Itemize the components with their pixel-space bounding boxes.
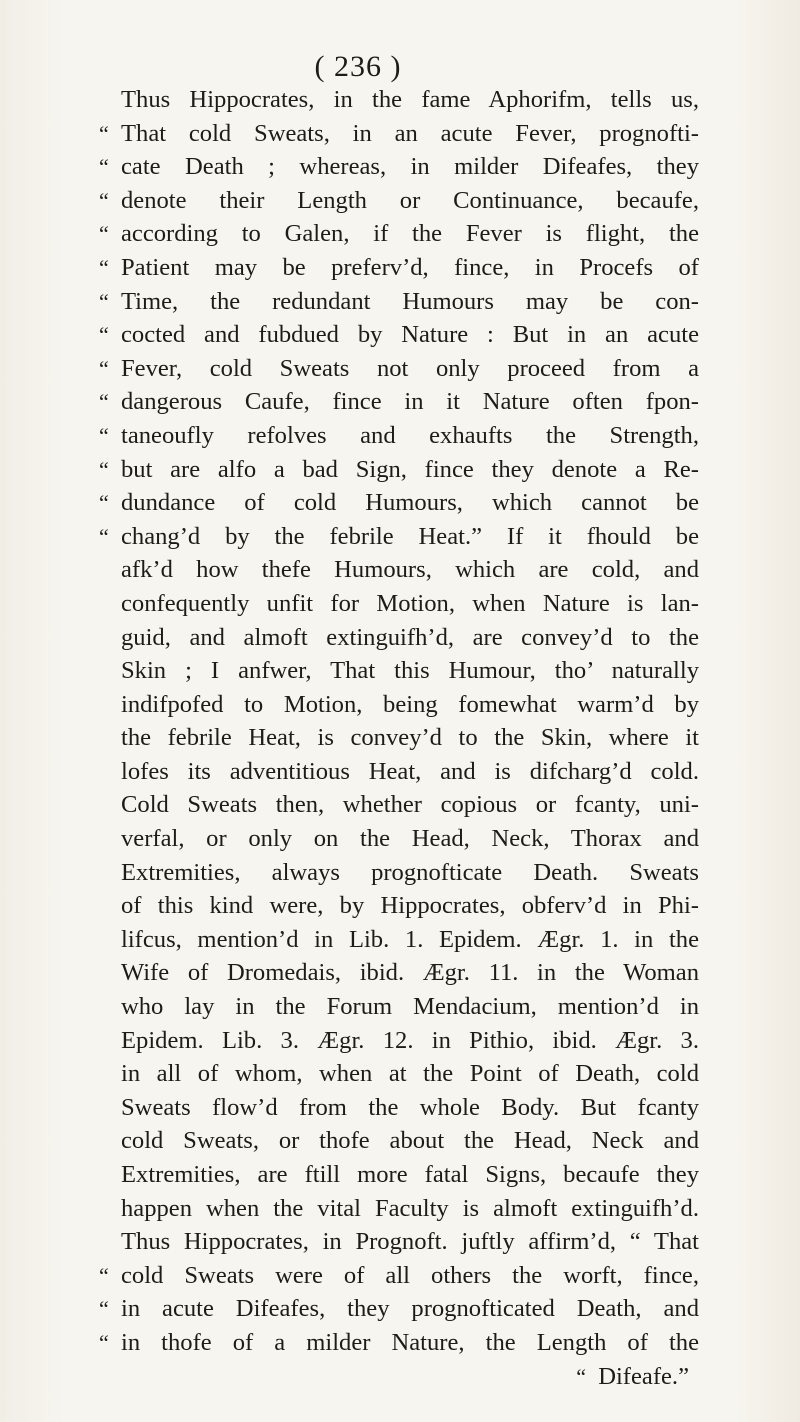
text-line xyxy=(99,859,699,893)
text-line xyxy=(99,892,699,926)
line-text: Thus Hippocrates, in the fame Aphorifm, tells us, xyxy=(121,86,699,113)
line-text: Extremities, are ftill more fatal Signs, becaufe they xyxy=(121,1161,699,1188)
text-line xyxy=(99,1027,699,1061)
text-line xyxy=(99,187,699,221)
quote-mark: “ xyxy=(99,490,109,516)
line-text: Difeafe.” xyxy=(598,1362,689,1390)
text-line xyxy=(99,791,699,825)
line-text: cate Death ; whereas, in milder Difeafes, they xyxy=(121,153,699,181)
text-line xyxy=(99,86,699,120)
line-text: chang’d by the febrile Heat.” If it fhould be xyxy=(121,522,699,550)
text-line xyxy=(99,321,699,355)
text-line xyxy=(99,456,699,490)
line-text: who lay in the Forum Mendacium, mention’d in xyxy=(121,993,699,1021)
line-text: according to Galen, if the Fever is flight, the xyxy=(121,220,699,248)
line-text: taneoufly refolves and exhaufts the Strength, xyxy=(121,421,699,449)
quote-mark: “ xyxy=(99,355,109,381)
line-text: Skin ; I anfwer, That this Humour, tho’ naturally xyxy=(121,657,699,685)
line-text: That cold Sweats, in an acute Fever, prognofti- xyxy=(121,119,699,147)
quote-mark: “ xyxy=(99,1296,109,1322)
line-text: Sweats flow’d from the whole Body. But fcanty xyxy=(121,1093,699,1121)
quote-mark: “ xyxy=(99,1262,109,1288)
text-line xyxy=(99,120,699,154)
quote-mark: “ xyxy=(99,254,109,280)
text-line xyxy=(99,254,699,288)
text-line xyxy=(99,993,699,1027)
line-text: of this kind were, by Hippocrates, obferv’d in Phi- xyxy=(121,892,699,920)
line-text: guid, and almoft extinguifh’d, are convey’d to the xyxy=(121,623,699,651)
quote-mark: “ xyxy=(99,154,109,180)
text-line xyxy=(99,1127,699,1161)
text-line xyxy=(99,1329,699,1363)
quote-mark: “ xyxy=(99,422,109,448)
line-text: verfal, or only on the Head, Neck, Thorax and xyxy=(121,825,699,853)
quote-mark: “ xyxy=(99,389,109,415)
text-line xyxy=(99,959,699,993)
text-line xyxy=(99,220,699,254)
line-text: dundance of cold Humours, which cannot be xyxy=(121,489,699,517)
line-text: lofes its adventitious Heat, and is difcharg’d cold. xyxy=(121,757,699,785)
line-text: Epidem. Lib. 3. Ægr. 12. in Pithio, ibid. Ægr. 3. xyxy=(121,1026,699,1054)
text-line xyxy=(99,523,699,557)
line-text: Patient may be preferv’d, fince, in Procefs of xyxy=(121,253,699,281)
line-text: the febrile Heat, is convey’d to the Skin, where it xyxy=(121,724,699,752)
text-line xyxy=(99,355,699,389)
text-line xyxy=(99,624,699,658)
line-text: Thus Hippocrates, in Prognoft. juftly affirm’d, “ That xyxy=(121,1228,699,1256)
line-text: in thofe of a milder Nature, the Length of the xyxy=(121,1328,699,1356)
page-number: ( 236 ) xyxy=(314,50,402,83)
line-text: denote their Length or Continuance, becaufe, xyxy=(121,186,699,214)
quote-mark: “ xyxy=(99,187,109,213)
quote-mark: “ xyxy=(99,523,109,549)
quote-mark: “ xyxy=(576,1363,586,1389)
text-line xyxy=(99,590,699,624)
text-line xyxy=(99,489,699,523)
line-text: but are alfo a bad Sign, fince they denote a Re- xyxy=(121,455,699,483)
text-line xyxy=(99,1228,699,1262)
line-text: Extremities, always prognofticate Death. Sweats xyxy=(121,858,699,886)
line-text: dangerous Caufe, fince in it Nature often fpon- xyxy=(121,388,699,416)
quote-mark: “ xyxy=(99,1329,109,1355)
text-line xyxy=(99,153,699,187)
text-line xyxy=(99,758,699,792)
text-line xyxy=(99,657,699,691)
line-text: in acute Difeafes, they prognofticated Death, and xyxy=(121,1295,699,1323)
line-text: indifpofed to Motion, being fomewhat warm’d by xyxy=(121,690,699,718)
line-text: happen when the vital Faculty is almoft extinguifh’d. xyxy=(121,1194,699,1222)
quote-mark: “ xyxy=(99,456,109,482)
text-line xyxy=(99,1161,699,1195)
line-text: afk’d how thefe Humours, which are cold, and xyxy=(121,556,699,584)
page-header xyxy=(0,50,800,84)
line-text: cold Sweats were of all others the worft, fince, xyxy=(121,1261,699,1289)
text-line xyxy=(99,1262,699,1296)
text-line xyxy=(99,825,699,859)
text-line xyxy=(99,724,699,758)
text-line xyxy=(99,422,699,456)
body-text xyxy=(99,86,699,1396)
text-line xyxy=(99,288,699,322)
quote-mark: “ xyxy=(99,288,109,314)
text-line xyxy=(99,691,699,725)
text-line xyxy=(99,1295,699,1329)
line-text: cold Sweats, or thofe about the Head, Neck and xyxy=(121,1127,699,1155)
line-text: confequently unfit for Motion, when Nature is lan- xyxy=(121,589,699,617)
line-text: Fever, cold Sweats not only proceed from a xyxy=(121,354,699,382)
quote-mark: “ xyxy=(99,221,109,247)
text-line xyxy=(99,1363,699,1397)
text-line xyxy=(99,1060,699,1094)
text-line xyxy=(99,1094,699,1128)
text-line xyxy=(99,926,699,960)
line-text: lifcus, mention’d in Lib. 1. Epidem. Ægr. 1. in the xyxy=(121,925,699,953)
text-line xyxy=(99,1195,699,1229)
line-text: Time, the redundant Humours may be con- xyxy=(121,287,699,315)
quote-mark: “ xyxy=(99,322,109,348)
quote-mark: “ xyxy=(99,120,109,146)
line-text: cocted and fubdued by Nature : But in an acute xyxy=(121,321,699,349)
text-line xyxy=(99,556,699,590)
line-text: in all of whom, when at the Point of Death, cold xyxy=(121,1060,699,1088)
text-line xyxy=(99,388,699,422)
line-text: Wife of Dromedais, ibid. Ægr. 11. in the Woman xyxy=(121,959,699,987)
line-text: Cold Sweats then, whether copious or fcanty, uni- xyxy=(121,791,699,819)
